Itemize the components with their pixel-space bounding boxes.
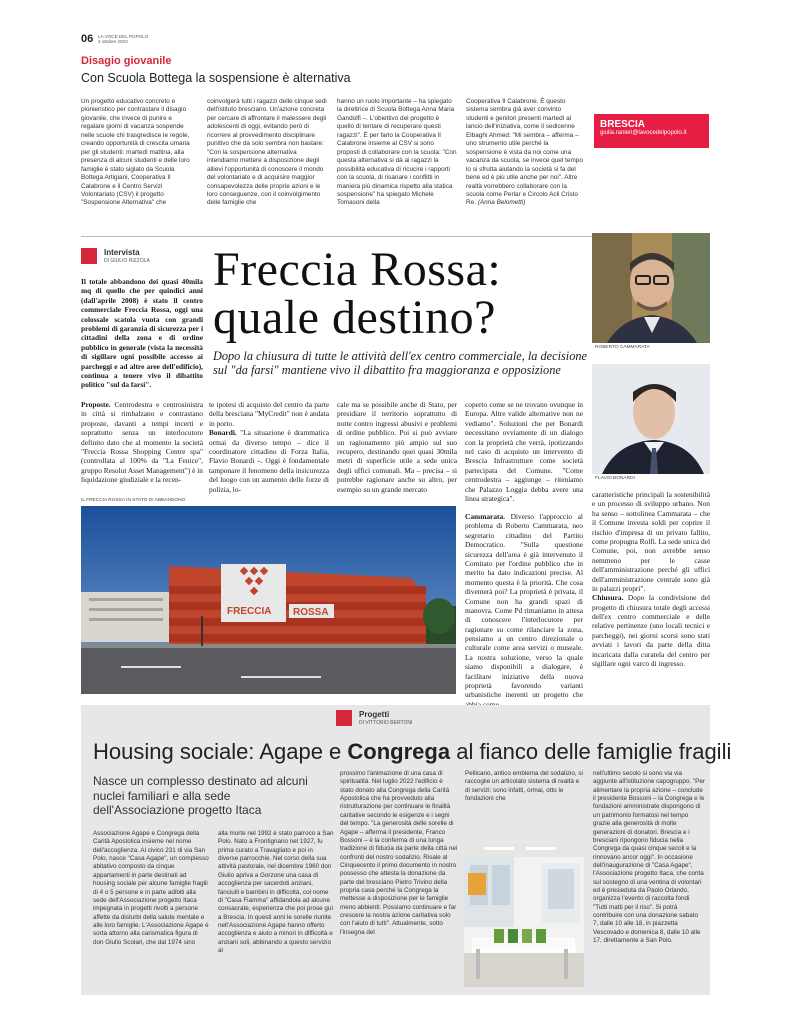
bonardi-lead: Bonardi. [209, 428, 237, 438]
main-title-line-2: quale destino? [213, 291, 496, 344]
chiusura-lead: Chiusura. [592, 593, 624, 603]
bottom-deck: Nasce un complesso destinato ad alcuni nuclei familiari e alla sede dell'Associazione progetto Itaca [93, 774, 308, 817]
paper-name: LA VOCE DEL POPOLO [98, 34, 149, 39]
building-photo [81, 506, 456, 694]
issue-date: 4 ottobre 2023 [98, 39, 128, 45]
bottom-section-label: Progetti [359, 710, 390, 719]
top-col-1: Un progetto educativo concreto e pionieristico per contrastare il disagio giovanile, che invece di punire e regalare giorni di vacanza sospende nelle scuole chi trasgredisce le regole, creando opportunità di crescita umana per gli studenti: martedì mattina, alla presenza di alcuni studenti e delle loro famiglie è stato siglato da Scuola Bottega Artigiani, Cooperativa Il Calabrone e il Centro Servizi Volontariato (CSV) il progetto "Sospensione Alternativa" che [81, 98, 190, 207]
bottom-title-c: al fianco delle famiglie fragili [450, 739, 732, 764]
col-cammarata [465, 512, 583, 709]
top-subtitle: Con Scuola Bottega la sospensione è alternativa [81, 71, 351, 85]
intro-paragraph: Il totale abbandono dei quasi 40mila mq di quello che per quindici anni (dall'aprile 2008) è stato il centro commerciale Freccia Rossa, oggi una colossale scatola vuota con grandi problemi di garanzia di sicurezza per i cittadini della zona e di ordine pubblico in generale (vista la necessità di sigillare ogni possibile accesso ai parcheggi e ad altre aree dell'edificio), continua a tenere vivo il dibattito politico "sul da farsi". [81, 277, 203, 390]
bottom-col-4: Pellicano, antico emblema del sodalizio, si raccoglie un articolato sistema di realtà e di servizi: sono infatti, ormai, otto le fondazioni che [465, 770, 583, 803]
portrait-cammarata [592, 233, 710, 343]
brescia-label: BRESCIA [600, 119, 646, 130]
sign-left: FRECCIA [227, 606, 272, 617]
bottom-col-1: Associazione Agape e Congrega della Carità Apostolica insieme nel nome dell'accoglienza. Al civico 231 di via San Polo, nasce "Casa Agape", un complesso abitativo composto da cinque appartamenti in parte destinati ad housing sociale per alcune famiglie fragili di 4 o 5 persone e in parte adibiti alla sede dell'Associazione progetto Itaca impegnata in progetti rivolti a persone affette da disturbi della salute mentale e alle loro famiglie. L'Associazione Agape è sorta attorno alla carismatica figura di don Giulio Scolari, che dal 1974 sino [93, 830, 209, 946]
main-deck: Dopo la chiusura di tutte le attività dell'ex centro commerciale, la decisione sul "da farsi" mantiene vivo il dibattito fra maggioranza e opposizione [213, 349, 587, 377]
cammarata-lead: Cammarata. [465, 512, 506, 521]
col6-text: caratteristiche principali la sostenibilità e un processo di sviluppo urbano. Non ha senso – sottolinea Cammarata – che il Comune investa soldi per coprire il rischio d'impresa di un privato fallito, come propugna Rolfi. La sede unica del Comune, poi, non avrebbe senso nemmeno per le casse dell'amministrazione perché gli uffici dell'amministrazione centrale sono già in palazzi propri". [592, 490, 711, 593]
main-title-line-1: Freccia Rossa: [213, 243, 502, 296]
portrait1-caption: ROBERTO CAMMARATA [595, 345, 650, 350]
top-col-3: hanno un ruolo importante – ha spiegato la direttrice di Scuola Bottega Anna Maria Gandolfi –. L'obiettivo del progetto è quello di tentare di recuperare questi ragazzi". È per farlo la Cooperativa Il Calabrone insieme al CSV si sono proposti di collaborare con la scuola: "Con questa alternativa si dà ai ragazzi la possibilità educativa di ricucire i rapporti con la scuola, di risanare i conflitti in maniera più dinamica rispetto alla statica sospensione" ha spiegato Michele Tomasoni della [337, 98, 457, 207]
bottom-title-a: Housing sociale: Agape e [93, 739, 348, 764]
building-photo-icon [81, 506, 456, 694]
room-photo [464, 843, 584, 987]
col-6 [592, 490, 710, 668]
main-title [213, 243, 593, 344]
col-4: coperto come se ne trovano ovunque in Europa. Altre valide alternative non ne vediamo". Soluzioni che per Bonardi necessitano ovviamente di un dialogo con la proprietà che verrà, ipotizzando nel caso di acquisto un intervento di Brescia Infrastrutture come società partecipata del Comune. "Come centrodestra – aggiunge – riteniamo che Palazzo Loggia debba avere una linea strategica". [465, 400, 583, 503]
photo-caption: IL FRECCIA ROSSA IN STATO DI ABBANDONO [81, 498, 186, 503]
portrait-bonardi [592, 364, 710, 474]
col-bonardi [209, 400, 329, 494]
top-col-4 [466, 98, 583, 208]
page-number: 06 [81, 33, 94, 45]
top-kicker: Disagio giovanile [81, 55, 172, 67]
room-photo-icon [464, 843, 584, 987]
brescia-box [594, 114, 709, 148]
masthead [98, 34, 178, 45]
section-tag [81, 248, 97, 264]
section-label: Intervista [104, 248, 140, 257]
sign-right: ROSSA [293, 607, 329, 618]
top-col-4-text: Cooperativa Il Calabrone. È questo sistema sembra già aver convinto studenti e genitori presenti martedì al lancio dell'iniziativa, come il sedicenne Elbaghi Ahmed: "Mi sembra – afferma – uno strumento utile perché la sospensione è vista da noi come una vacanza da scuola, se invece quel tempo lo si sfrutta aiutando la società si fa del bene ed è più utile anche per noi". Altre realtà vorrebbero collaborare con la scuola come Perlar e Circolo Acli Cristo Re. [466, 98, 583, 207]
bottom-byline: DI VITTORIO BERTONI [359, 720, 413, 726]
person-portrait-icon [592, 233, 710, 343]
bottom-title [93, 739, 732, 765]
contact-email[interactable]: giulia.ranieri@lavocedelpopolo.it [600, 130, 687, 136]
proposte-lead: Proposte. [81, 400, 111, 409]
col-proposte [81, 400, 203, 485]
portrait2-caption: FLAVIO BONARDI [595, 476, 635, 481]
col-3: cale ma se possibile anche di Stato, per presidiare il territorio soprattutto di notte contro ingressi abusivi e problemi di ordine pubblico. Poi si può avviare un ragionamento più ampio sul suo recupero, destinando quei quasi 30mila metri di superficie utile a sede unica degli uffici comunali. Ma – precisa – si potrebbe ragionare anche su altro, per esempio su un grande mercato [337, 400, 457, 494]
chiusura-text: Dopo la condivisione del progetto di chiusura totale degli accessi dell'ex centro commerciale e delle relative pertinenze (uno locali tecnici e parcheggi), nei giorni scorsi sono stati avviati i lavori da parte della ditta incaricata dalla curatela del centro per sigillare ogni varco di ingresso. [592, 593, 710, 669]
col2-text: te ipotesi di acquisto del centro da parte della bresciana "MyCredit" non è andata in porto. [209, 400, 329, 428]
bottom-title-b: Congrega [347, 739, 451, 764]
proposte-text: Centrodestra e centrosinistra in città si rimbalzano e contrastano proposte, davanti a tempi incerti e soprattutto senza un interlocutore definito dato che al momento la società "Freccia Rossa Shopping Centre spa" (controllata al 100% da "La Fenice", gruppo Resolut Asset Management") è in liquidazione giudiziale e la recen- [81, 400, 203, 485]
bottom-col-5: nell'ultimo secolo si sono via via aggiunte all'istituzione capogruppo. "Per alimentare la propria azione – conclude il presidente Bossoni – la Congrega e le fondazioni amministrate dispongono di un patrimonio formatosi nel tempo grazie alla generosità di molte generazioni di donatori. Brescia e i bresciani ripongono fiducia nella Congrega da quasi cinque secoli e la rinnovano ancor oggi". In occasione dell'inaugurazione di "Casa Agape", l'Associazione progetto Itaca, che conta sul sostegno di una ventina di volontari ed è presieduta da Paolo Orlando, organizza l'evento di raccolta fondi "Tutti matti per il riso". Si potrà contribuire con una donazione sabato 7, dalle 10 alle 18, in piazzetta Vescovado e domenica 8, dalle 10 alle 17, direttamente a San Polo. [593, 770, 705, 945]
bottom-section-tag [336, 710, 352, 726]
bottom-col-2: alla morte nel 1992 è stato parroco a San Polo. Nato a Frontignano nel 1927, fu prima curato a Travagliato e poi in diverse parrocchie. Nel corso della sua attività pastorale, nel dicembre 1960 don Giulio apriva a Gorzone una casa di accoglienza per sacerdoti anziani, fanciulli e bambini in difficoltà, col nome di "Casa Fiamma" affidandola ad alcune consacrate, esperienza che poi prose guì a Brescia. In questi anni le sorelle riunite nell'Associazione Agape hanno offerto accoglienza e aiuto a minori in difficoltà e anziani soli, abbinando a questo servizio al [218, 830, 334, 955]
cammarata-text: Diverso l'approccio al problema di Roberto Cammarata, neo segretario cittadino del Partito Democratico. "Sulla questione sicurezza dell'area è già intervenuto il Comitato per l'ordine pubblico che in merito ha dato indicazioni precise. Al momento questa è la priorità. Che cosa diventerà poi? La proprietà è privata, il Comune non ha grandi spazi di manovra. Come Pd rimaniamo in attesa di conoscere l'interlocutore per ragionare su come rilanciare la zona, pensiamo a un centro direzionale o culturale come area servizi o museale. La nostra soluzione, verso la quale siamo disponibili a dialogare, è facilitare iniziative della nuova proprietà favorendo varianti urbanistiche inerenti un progetto che [465, 512, 583, 700]
bottom-col-3: prossimo l'animazione di una casa di spiritualità. Nel luglio 2022 l'edificio è stato donato alla Congrega della Carità Apostolica che ha provveduto alla ristrutturazione per continuare le finalità caritative secondo le esigenze e i segni del tempo. "La generosità delle sorelle di Agape – afferma il presidente, Franco Bossoni – è la conferma di una lunga tradizione di fiducia da parte della città nei confronti del nostro sodalizio. Risale al Cinquecento il primo documento in nostro possesso che attesta la donazione da parte del bresciano Pietro Trivino della propria casa perché la Congrega la mettesse a disposizione per le famiglie meno abbienti. Possiamo continuare e far crescere la nostra azione caritativa solo con l'aiuto di tutti". Attualmente, sotto l'insegna del [340, 770, 458, 936]
byline: DI GIULIO RIZZOLA [104, 258, 150, 264]
bonardi-text: "La situazione è drammatica ormai da diverso tempo – dice il coordinatore cittadino di Forza Italia, Flavio Bonardi –. Oggi è fondamentale tamponare il fenomeno della insicurezza del luogo con un aumento delle forze di polizia, lo- [209, 428, 329, 494]
person-portrait-icon [592, 364, 710, 474]
top-author: (Anna Belometti) [477, 199, 526, 207]
top-col-2: coinvolgerà tutti i ragazzi delle cinque sedi dell'istituto bresciano. Un'azione concreta per cercare di affrontare il malessere degli adolescenti di oggi, evitando però di ricorrere al provvedimento disciplinare punitivo che da solo sembra non bastare: "Con la sospensione alternativa intendiamo mettere a disposizione degli allievi l'opportunità di conoscere il mondo del volontariato e di acquisire maggior consapevolezza delle proprie azioni e le loro conseguenze, con il coinvolgimento delle famiglie che [207, 98, 327, 207]
